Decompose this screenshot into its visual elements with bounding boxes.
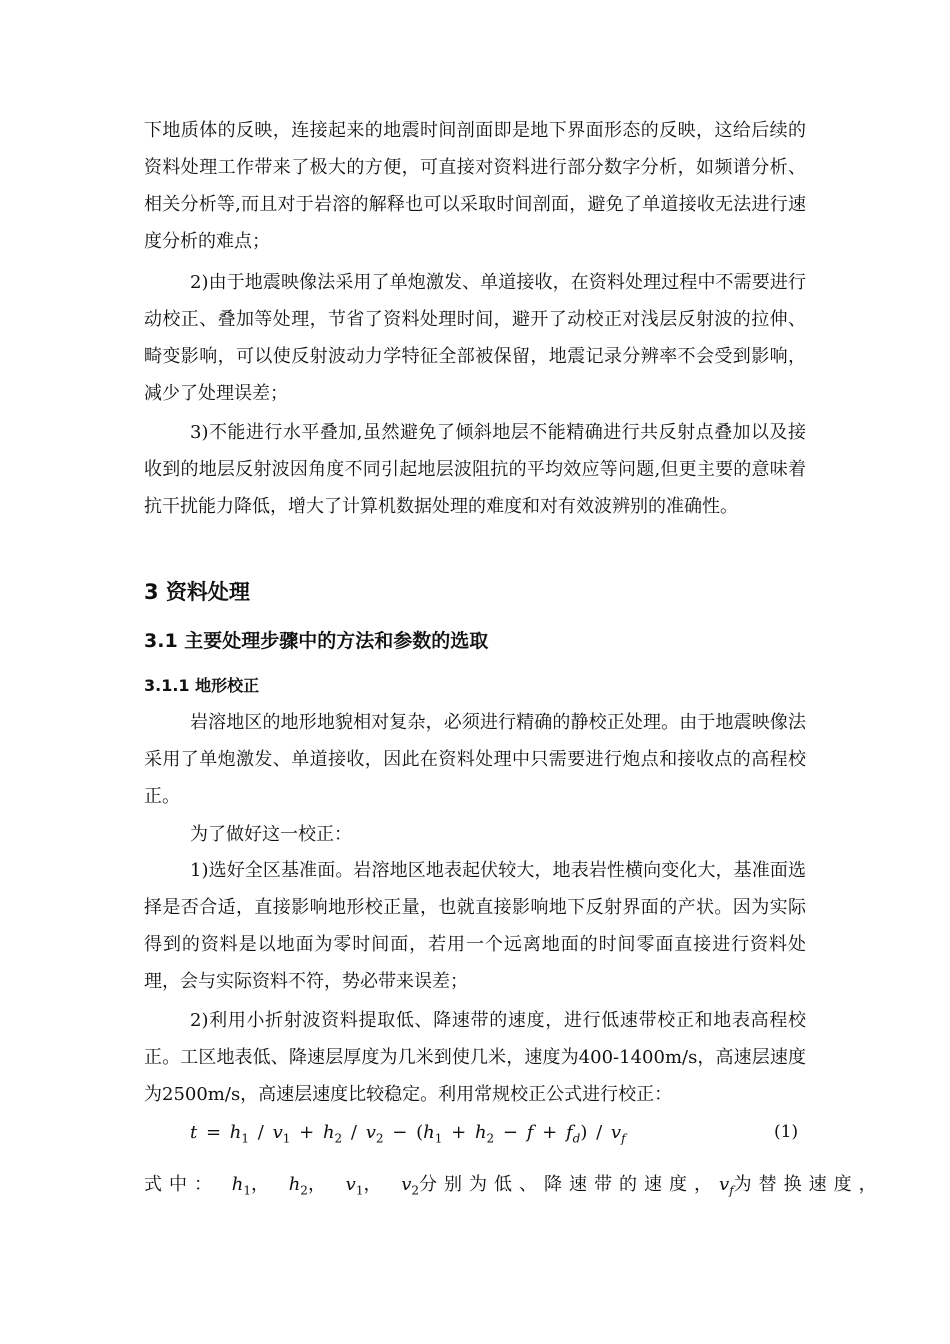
equation-formula: $t = h_1 / v_1 + h_2 / v_2 - (h_1 + h_2 - f + f_d) / v_f$ (190, 1122, 626, 1146)
paragraph-continuation: 下地质体的反映，连接起来的地震时间剖面即是地下界面形态的反映，这给后续的资料处理工作带来了极大的方便，可直接对资料进行部分数字分析，如频谱分析、相关分析等,而且对于岩溶的解释也可以采取时间剖面，避免了单道接收无法进行速度分析的难点； (144, 120, 806, 252)
paragraph-item-2: 2)由于地震映像法采用了单炮激发、单道接收，在资料处理过程中不需要进行动校正、叠加等处理，节省了资料处理时间，避开了动校正对浅层反射波的拉伸、畸变影响，可以使反射波动力学特征全部被保留，地震记录分辨率不会受到影响，减少了处理误差； (144, 272, 806, 404)
paragraph-item-3: 3)不能进行水平叠加,虽然避免了倾斜地层不能精确进行共反射点叠加以及接收到的地层反射波因角度不同引起地层波阻抗的平均效应等问题,但更主要的意味着抗干扰能力降低，增大了计算机数据处理的难度和对有效波辨别的准确性。 (144, 422, 806, 517)
paragraph-terrain-intro: 岩溶地区的地形地貌相对复杂，必须进行精确的静校正处理。由于地震映像法采用了单炮激发、单道接收，因此在资料处理中只需要进行炮点和接收点的高程校正。 (144, 712, 806, 807)
section-heading-3: 3 资料处理 (144, 580, 250, 604)
paragraph-step-2: 2)利用小折射波资料提取低、降速带的速度，进行低速带校正和地表高程校正。工区地表低、降速层厚度为几米到使几米，速度为400-1400m/s，高速层速度为2500m/s，高速层速度比较稳定。利用常规校正公式进行校正： (144, 1010, 806, 1105)
section-heading-3-1-1: 3.1.1 地形校正 (144, 676, 260, 695)
equation-number: (1) (774, 1122, 799, 1142)
paragraph-symbol-definitions: 式中： $h_1$， $h_2$， $v_1$， $v_2$分别为低、降速带的速度，$v_f$为替换速度， (144, 1174, 884, 1198)
paragraph-step-1: 1)选好全区基准面。岩溶地区地表起伏较大，地表岩性横向变化大，基准面选择是否合适，直接影响地形校正量，也就直接影响地下反射界面的产状。因为实际得到的资料是以地面为零时间面，若用一个远离地面的时间零面直接进行资料处理，会与实际资料不符，势必带来误差； (144, 860, 806, 992)
section-heading-3-1: 3.1 主要处理步骤中的方法和参数的选取 (144, 630, 489, 652)
paragraph-correction-lead: 为了做好这一校正： (190, 824, 352, 845)
